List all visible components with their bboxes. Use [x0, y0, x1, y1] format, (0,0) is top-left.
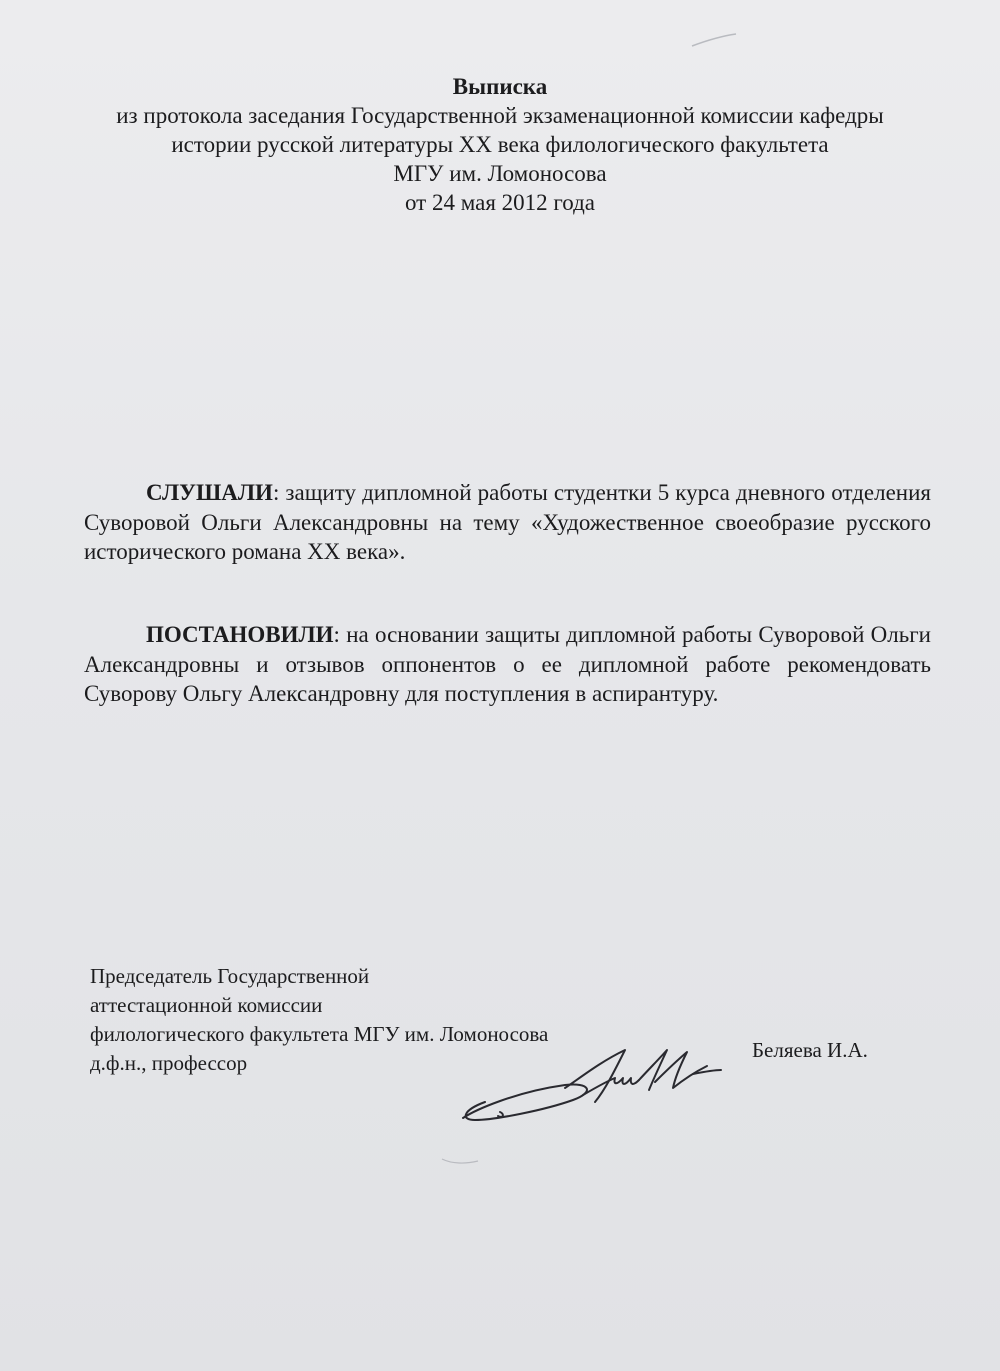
document-title: Выписка [452, 74, 548, 99]
paragraph-resolved [84, 620, 931, 709]
signatory-name: Беляева И.А. [752, 1038, 868, 1062]
heard-text: : защиту дипломной работы студентки 5 курса дневного отделения Суворовой Ольги Александровны на тему «Художественное своеобразие русского исторического романа XX века». [84, 480, 931, 564]
signatory-line-4: д.ф.н., профессор [90, 1051, 248, 1075]
handwritten-signature [455, 1040, 735, 1130]
signatory-line-2: аттестационной комиссии [90, 993, 323, 1017]
signatory-line-3: филологического факультета МГУ им. Ломоносова [90, 1022, 549, 1046]
paper-scuff-mark [690, 30, 740, 50]
document-header [0, 72, 1000, 217]
signatory-line-1: Председатель Государственной [90, 964, 370, 988]
heard-label: СЛУШАЛИ [146, 480, 273, 505]
header-date: от 24 мая 2012 года [404, 190, 596, 215]
resolved-text: : на основании защиты дипломной работы Суворовой Ольги Александровны и отзывов оппонентов о ее дипломной работе рекомендовать Суворову Ольгу Александровну для поступления в аспирантуру. [84, 622, 931, 706]
header-line-2: истории русской литературы XX века филологического факультета [171, 132, 829, 157]
resolved-label: ПОСТАНОВИЛИ [146, 622, 334, 647]
paragraph-heard [84, 478, 931, 567]
paper-scuff-mark-2 [440, 1155, 480, 1167]
header-line-3: МГУ им. Ломоносова [393, 161, 607, 186]
header-line-1: из протокола заседания Государственной экзаменационной комиссии кафедры [116, 103, 884, 128]
